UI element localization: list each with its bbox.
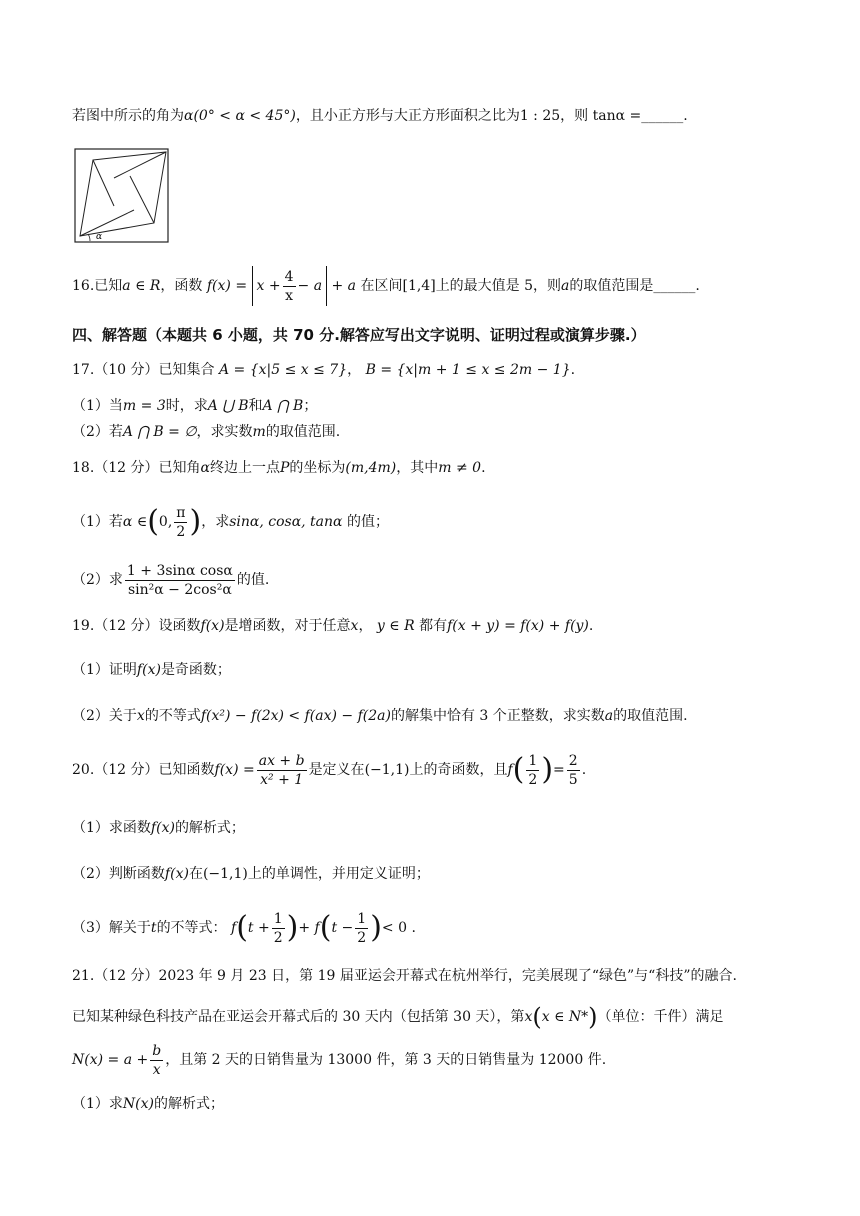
q20-p3-b: 的不等式： xyxy=(156,920,227,936)
q20-p3-end: < 0 . xyxy=(381,920,416,936)
q20-head-text: 20.（12 分）已知函数 xyxy=(72,762,215,778)
q19-p1-b: 是奇函数； xyxy=(160,662,231,678)
q18-part2 xyxy=(72,558,269,602)
q18-p1-c: 的值； xyxy=(346,514,389,530)
q17-p2-b: ，求实数 xyxy=(196,424,253,440)
q18-p1-num: π xyxy=(176,504,186,521)
q20-p3-n1: 1 xyxy=(273,910,283,927)
q21-line3 xyxy=(72,1038,606,1082)
q20-p3-lp1: ( xyxy=(236,910,248,945)
q19-p2-a: （2）关于 xyxy=(72,708,137,724)
q20-val-num: 2 xyxy=(568,752,578,769)
q18-p1-in: α ∈ xyxy=(122,514,148,530)
q17-p1-a: （1）当 xyxy=(72,398,123,414)
q21-l3-den: x xyxy=(152,1061,161,1078)
q18-p1-b: ，求 xyxy=(201,514,230,530)
q20-head xyxy=(72,748,586,792)
q21-l2-x: x xyxy=(524,1009,533,1025)
q20-eq: = xyxy=(553,762,565,778)
q20-fx: f(x) = xyxy=(214,762,255,778)
q21-lparen: ( xyxy=(532,1003,542,1031)
q16-frac-den: x xyxy=(285,287,293,304)
q21-line2 xyxy=(72,1002,724,1032)
q21-p1-a: （1）求 xyxy=(72,1096,123,1112)
q20-lparen: ( xyxy=(512,752,525,787)
q15-blank: ______. xyxy=(641,108,688,124)
q18-lparen: ( xyxy=(147,504,159,539)
q20-p3-n2: 1 xyxy=(357,910,367,927)
q19-p2-a-var: a xyxy=(604,708,614,724)
q21-l2-a: 已知某种绿色科技产品在亚运会开幕式后的 30 天内（包括第 30 天），第 xyxy=(72,1009,525,1025)
q16-prefix: 16.已知 xyxy=(72,278,123,294)
q16-text-c: 在区间 xyxy=(360,278,403,294)
q19-part1 xyxy=(72,660,231,680)
q21-l2-b: （单位：千件）满足 xyxy=(597,1009,724,1025)
q20-half xyxy=(526,752,539,789)
q16-frac-num: 4 xyxy=(284,268,294,285)
q16-abs-left: x + xyxy=(256,278,281,294)
q18-p1-lo: 0, xyxy=(158,514,173,530)
q20-p1-fx: f(x) xyxy=(150,820,175,836)
q16-cond: a ∈ R xyxy=(122,278,161,294)
q16-text-b: ，函数 xyxy=(160,278,203,294)
q20-text-c: 上的奇函数，且 xyxy=(409,762,508,778)
q16-abs-right: − a xyxy=(297,278,323,294)
q17-p2-c: 的取值范围. xyxy=(265,424,341,440)
q16-text-d: 上的最大值是 5，则 xyxy=(435,278,562,294)
q17-head xyxy=(72,360,575,380)
q19-p2-d: 的取值范围. xyxy=(613,708,688,724)
q19-text-d: 都有 xyxy=(419,618,448,634)
q18-p2-b: 的值. xyxy=(236,572,270,588)
q20-p2-int: (−1,1) xyxy=(202,866,248,882)
q17-p2-var: m xyxy=(252,424,266,440)
q19-p2-b: 的不等式 xyxy=(144,708,201,724)
q20-p3-rp1: ) xyxy=(286,910,299,945)
q15-text-a: 若图中所示的角为 xyxy=(72,108,184,124)
q19-text-c: ， xyxy=(358,618,373,634)
q21-line1: 21.（12 分）2023 年 9 月 23 日，第 19 届亚运会开幕式在杭州举行，完美展现了“绿色”与“科技”的融合. xyxy=(72,968,737,984)
q20-p3-frac1 xyxy=(272,910,285,947)
square-figure xyxy=(74,148,170,244)
q18-text-d: ，其中 xyxy=(396,460,439,476)
q20-den: x² + 1 xyxy=(260,771,304,788)
q18-text-b: 终边上一点 xyxy=(210,460,280,476)
q17-sep: ， xyxy=(347,362,362,378)
q20-half-den: 2 xyxy=(528,771,538,788)
q20-p1-a: （1）求函数 xyxy=(72,820,151,836)
q18-p1-funcs: sinα, cosα, tanα xyxy=(229,514,343,530)
q20-part3 xyxy=(72,906,416,950)
q20-p2-fx: f(x) xyxy=(164,866,189,882)
q19-p1-a: （1）证明 xyxy=(72,662,137,678)
q18-alpha: α xyxy=(200,460,210,476)
q16-line xyxy=(72,264,700,308)
q18-coord: (m,4m) xyxy=(345,460,397,476)
q20-p3-t1: t + xyxy=(247,920,270,936)
q18-p2-a: （2）求 xyxy=(72,572,123,588)
q16-frac xyxy=(283,268,296,305)
q17-head-text: 17.（10 分）已知集合 xyxy=(72,362,215,378)
q20-p3-d1: 2 xyxy=(273,929,283,946)
q18-P: P xyxy=(280,460,290,476)
q21-l2-cond: x ∈ N* xyxy=(541,1009,589,1025)
q18-rparen: ) xyxy=(189,504,202,539)
q20-p2-b: 在 xyxy=(188,866,203,882)
q20-val xyxy=(567,752,580,789)
q16-interval: [1,4] xyxy=(402,278,436,294)
q18-cond: m ≠ 0 xyxy=(438,460,482,476)
q20-part2 xyxy=(72,864,430,884)
q19-head xyxy=(72,616,593,636)
q17-setB: B = {x|m + 1 ≤ x ≤ 2m − 1} xyxy=(365,362,571,378)
q17-p1-inter: A ⋂ B xyxy=(262,398,304,414)
q21-p1-N: N(x) xyxy=(122,1096,154,1112)
q20-rparen: ) xyxy=(541,752,554,787)
q15-text-c: ，则 xyxy=(560,108,589,124)
q20-p2-a: （2）判断函数 xyxy=(72,866,165,882)
q21-part1 xyxy=(72,1094,224,1114)
q18-p2-frac xyxy=(125,562,235,599)
q16-blank: ______. xyxy=(653,278,700,294)
q19-fx: f(x) xyxy=(200,618,225,634)
q20-num: ax + b xyxy=(258,752,305,769)
q20-p3-rp2: ) xyxy=(370,910,382,945)
q20-val-den: 5 xyxy=(568,771,578,788)
q18-head-text: 18.（12 分）已知角 xyxy=(72,460,201,476)
q19-text-b: 是增函数，对于任意 xyxy=(224,618,351,634)
q20-part1 xyxy=(72,818,245,838)
q20-p3-a: （3）解关于 xyxy=(72,920,151,936)
q20-p3-d2: 2 xyxy=(357,929,367,946)
q18-p1-frac xyxy=(174,504,187,541)
q16-fx: f(x) = xyxy=(206,278,248,294)
q17-p2-a: （2）若 xyxy=(72,424,123,440)
q17-p2-cond: A ⋂ B = ∅ xyxy=(122,424,197,440)
q18-text-c: 的坐标为 xyxy=(289,460,346,476)
q17-p1-b: 时，求 xyxy=(165,398,208,414)
q17-part2 xyxy=(72,422,340,442)
q21-l3-frac xyxy=(150,1042,163,1079)
q20-p3-t: t xyxy=(150,920,157,936)
section-title: 四、解答题（本题共 6 小题，共 70 分.解答应写出文字说明、证明过程或演算步骤.） xyxy=(72,326,646,344)
q15-angle-cond: α(0° < α < 45°) xyxy=(184,108,296,124)
q16-abs xyxy=(252,266,328,306)
q21-l3-N: N(x) = a + xyxy=(72,1052,149,1068)
q19-x: x xyxy=(350,618,359,634)
q19-p1-fx: f(x) xyxy=(136,662,161,678)
q20-p2-c: 上的单调性，并用定义证明； xyxy=(247,866,430,882)
q20-half-num: 1 xyxy=(528,752,538,769)
q18-p2-den: sin²α − 2cos²α xyxy=(127,581,232,598)
q19-head-text: 19.（12 分）设函数 xyxy=(72,618,201,634)
q15-line xyxy=(72,106,688,126)
q17-end: . xyxy=(570,362,576,378)
q15-ratio: 1 : 25 xyxy=(519,108,561,124)
q18-head xyxy=(72,458,486,478)
figure-alpha-label: α xyxy=(96,232,103,242)
q18-p1-a: （1）若 xyxy=(72,514,123,530)
q18-p2-num: 1 + 3sinα cosα xyxy=(126,562,233,579)
q19-y: y ∈ R xyxy=(376,618,415,634)
q20-p3-frac2 xyxy=(355,910,368,947)
q20-text-b: 是定义在 xyxy=(308,762,365,778)
q19-p2-ineq: f(x²) − f(2x) < f(ax) − f(2a) xyxy=(200,708,391,724)
q15-ask: tanα = xyxy=(592,108,642,124)
q19-eq: f(x + y) = f(x) + f(y) xyxy=(447,618,589,634)
q17-setA: A = {x|5 ≤ x ≤ 7} xyxy=(218,362,348,378)
q20-end: . xyxy=(581,762,587,778)
q18-part1 xyxy=(72,500,389,544)
q20-p3-lp2: ( xyxy=(319,910,332,945)
q20-p3-f1: f xyxy=(231,920,237,936)
q16-text-e: 的取值范围是 xyxy=(569,278,654,294)
q17-p1-union: A ⋃ B xyxy=(207,398,249,414)
q21-rparen: ) xyxy=(588,1003,598,1031)
q21-p1-b: 的解析式； xyxy=(154,1096,224,1112)
q17-part1 xyxy=(72,396,317,416)
q20-p3-t2: t − xyxy=(331,920,354,936)
q21-l3-num: b xyxy=(152,1042,162,1059)
q20-p1-b: 的解析式； xyxy=(174,820,245,836)
q17-p1-cond: m = 3 xyxy=(122,398,166,414)
q17-p1-end: ； xyxy=(303,398,318,414)
q19-p2-x: x xyxy=(136,708,145,724)
q20-p3-plus: + f xyxy=(298,920,320,936)
q21-l3-b: ，且第 2 天的日销售量为 13000 件，第 3 天的日销售量为 12000 件. xyxy=(165,1052,607,1068)
q20-f: f xyxy=(507,762,513,778)
q20-frac xyxy=(257,752,307,789)
q18-end: . xyxy=(481,460,486,476)
q19-end: . xyxy=(588,618,594,634)
q16-var: a xyxy=(561,278,570,294)
q19-part2 xyxy=(72,706,688,726)
q15-text-b: ，且小正方形与大正方形面积之比为 xyxy=(295,108,520,124)
q19-p2-c: 的解集中恰有 3 个正整数，求实数 xyxy=(390,708,605,724)
q18-p1-den: 2 xyxy=(176,523,186,540)
q17-p1-c: 和 xyxy=(248,398,263,414)
q20-interval: (−1,1) xyxy=(364,762,410,778)
q16-after-abs: + a xyxy=(331,278,357,294)
